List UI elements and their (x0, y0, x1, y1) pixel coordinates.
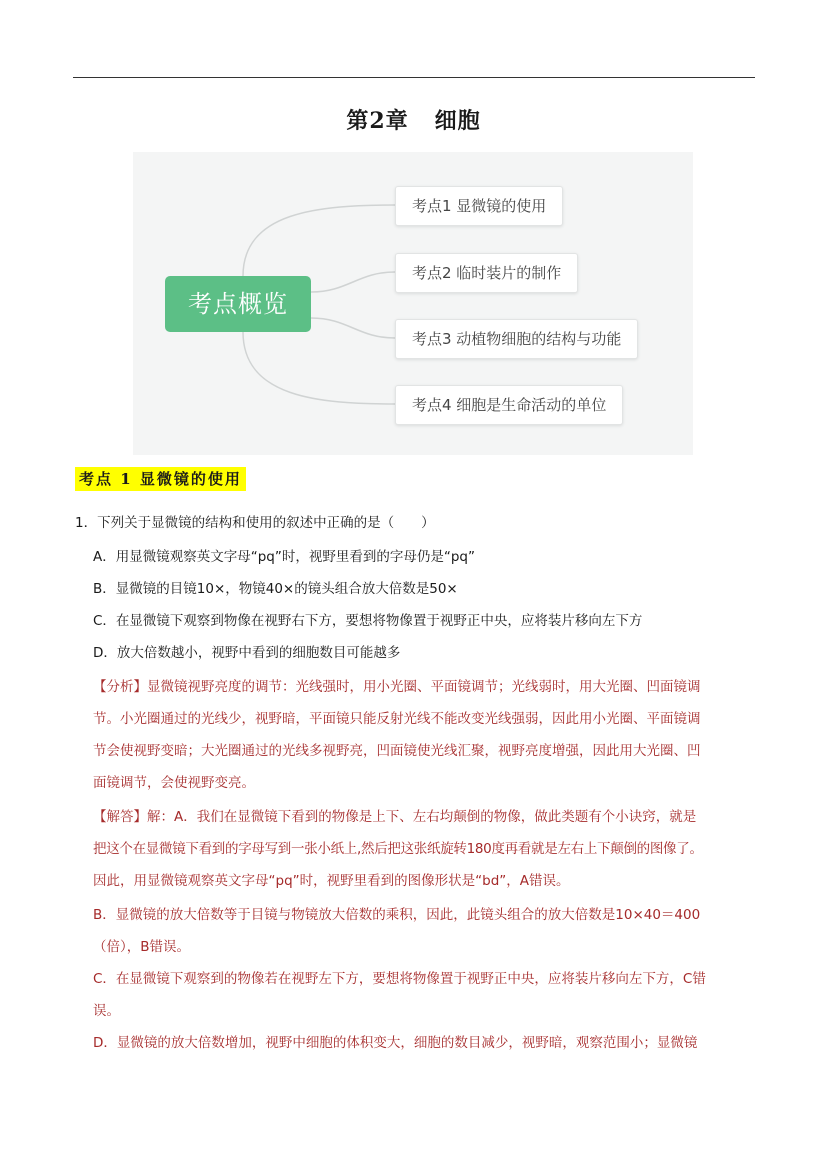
chapter-title (0, 104, 827, 135)
section-heading: 考点 1 显微镜的使用 (75, 467, 246, 491)
analysis-line: 面镜调节，会使视野变亮。 (93, 775, 255, 791)
connector-2 (311, 272, 395, 292)
option-b: B．显微镜的目镜10×，物镜40×的镜头组合放大倍数是50× (93, 581, 458, 597)
answer-line: 因此，用显微镜观察英文字母“pq”时，视野里看到的图像形状是“bd”，A错误。 (93, 873, 570, 889)
answer-line: 把这个在显微镜下看到的字母写到一张小纸上,然后把这张纸旋转180度再看就是左右上下颠倒的图像了。 (93, 841, 703, 857)
option-a: A．用显微镜观察英文字母“pq”时，视野里看到的字母仍是“pq” (93, 549, 475, 565)
mindmap-branch-3: 考点3 动植物细胞的结构与功能 (395, 319, 638, 359)
option-d: D．放大倍数越小，视野中看到的细胞数目可能越多 (93, 645, 401, 661)
answer-line: 【解答】解：A．我们在显微镜下看到的物像是上下、左右均颠倒的物像，做此类题有个小诀窍，就是 (93, 809, 697, 825)
chapter-name: 细胞 (434, 108, 481, 134)
answer-line: D．显微镜的放大倍数增加，视野中细胞的体积变大，细胞的数目减少，视野暗，观察范围小；显微镜 (93, 1035, 698, 1051)
connector-4 (243, 332, 395, 404)
question-stem: 1．下列关于显微镜的结构和使用的叙述中正确的是（ ） (75, 515, 435, 531)
answer-line: 误。 (93, 1003, 120, 1019)
option-c: C．在显微镜下观察到物像在视野右下方，要想将物像置于视野正中央，应将装片移向左下方 (93, 613, 643, 629)
analysis-line: 【分析】显微镜视野亮度的调节：光线强时，用小光圈、平面镜调节；光线弱时，用大光圈、凹面镜调 (93, 679, 701, 695)
mindmap-branch-1: 考点1 显微镜的使用 (395, 186, 563, 226)
analysis-line: 节会使视野变暗；大光圈通过的光线多视野亮，凹面镜使光线汇聚，视野亮度增强，因此用大光圈、凹 (93, 743, 701, 759)
header-rule (73, 77, 755, 78)
mindmap-branch-2: 考点2 临时装片的制作 (395, 253, 578, 293)
connector-1 (243, 205, 395, 276)
connector-3 (311, 318, 395, 338)
overview-mindmap (133, 152, 693, 455)
mindmap-branch-4: 考点4 细胞是生命活动的单位 (395, 385, 623, 425)
answer-line: B．显微镜的放大倍数等于目镜与物镜放大倍数的乘积，因此，此镜头组合的放大倍数是10×40＝400 (93, 907, 701, 923)
chapter-number: 第2章 (346, 108, 409, 134)
mindmap-root: 考点概览 (165, 276, 311, 332)
analysis-line: 节。小光圈通过的光线少，视野暗，平面镜只能反射光线不能改变光线强弱，因此用小光圈、平面镜调 (93, 711, 701, 727)
answer-line: （倍），B错误。 (93, 939, 191, 955)
answer-line: C．在显微镜下观察到的物像若在视野左下方，要想将物像置于视野正中央，应将装片移向左下方，C错 (93, 971, 706, 987)
